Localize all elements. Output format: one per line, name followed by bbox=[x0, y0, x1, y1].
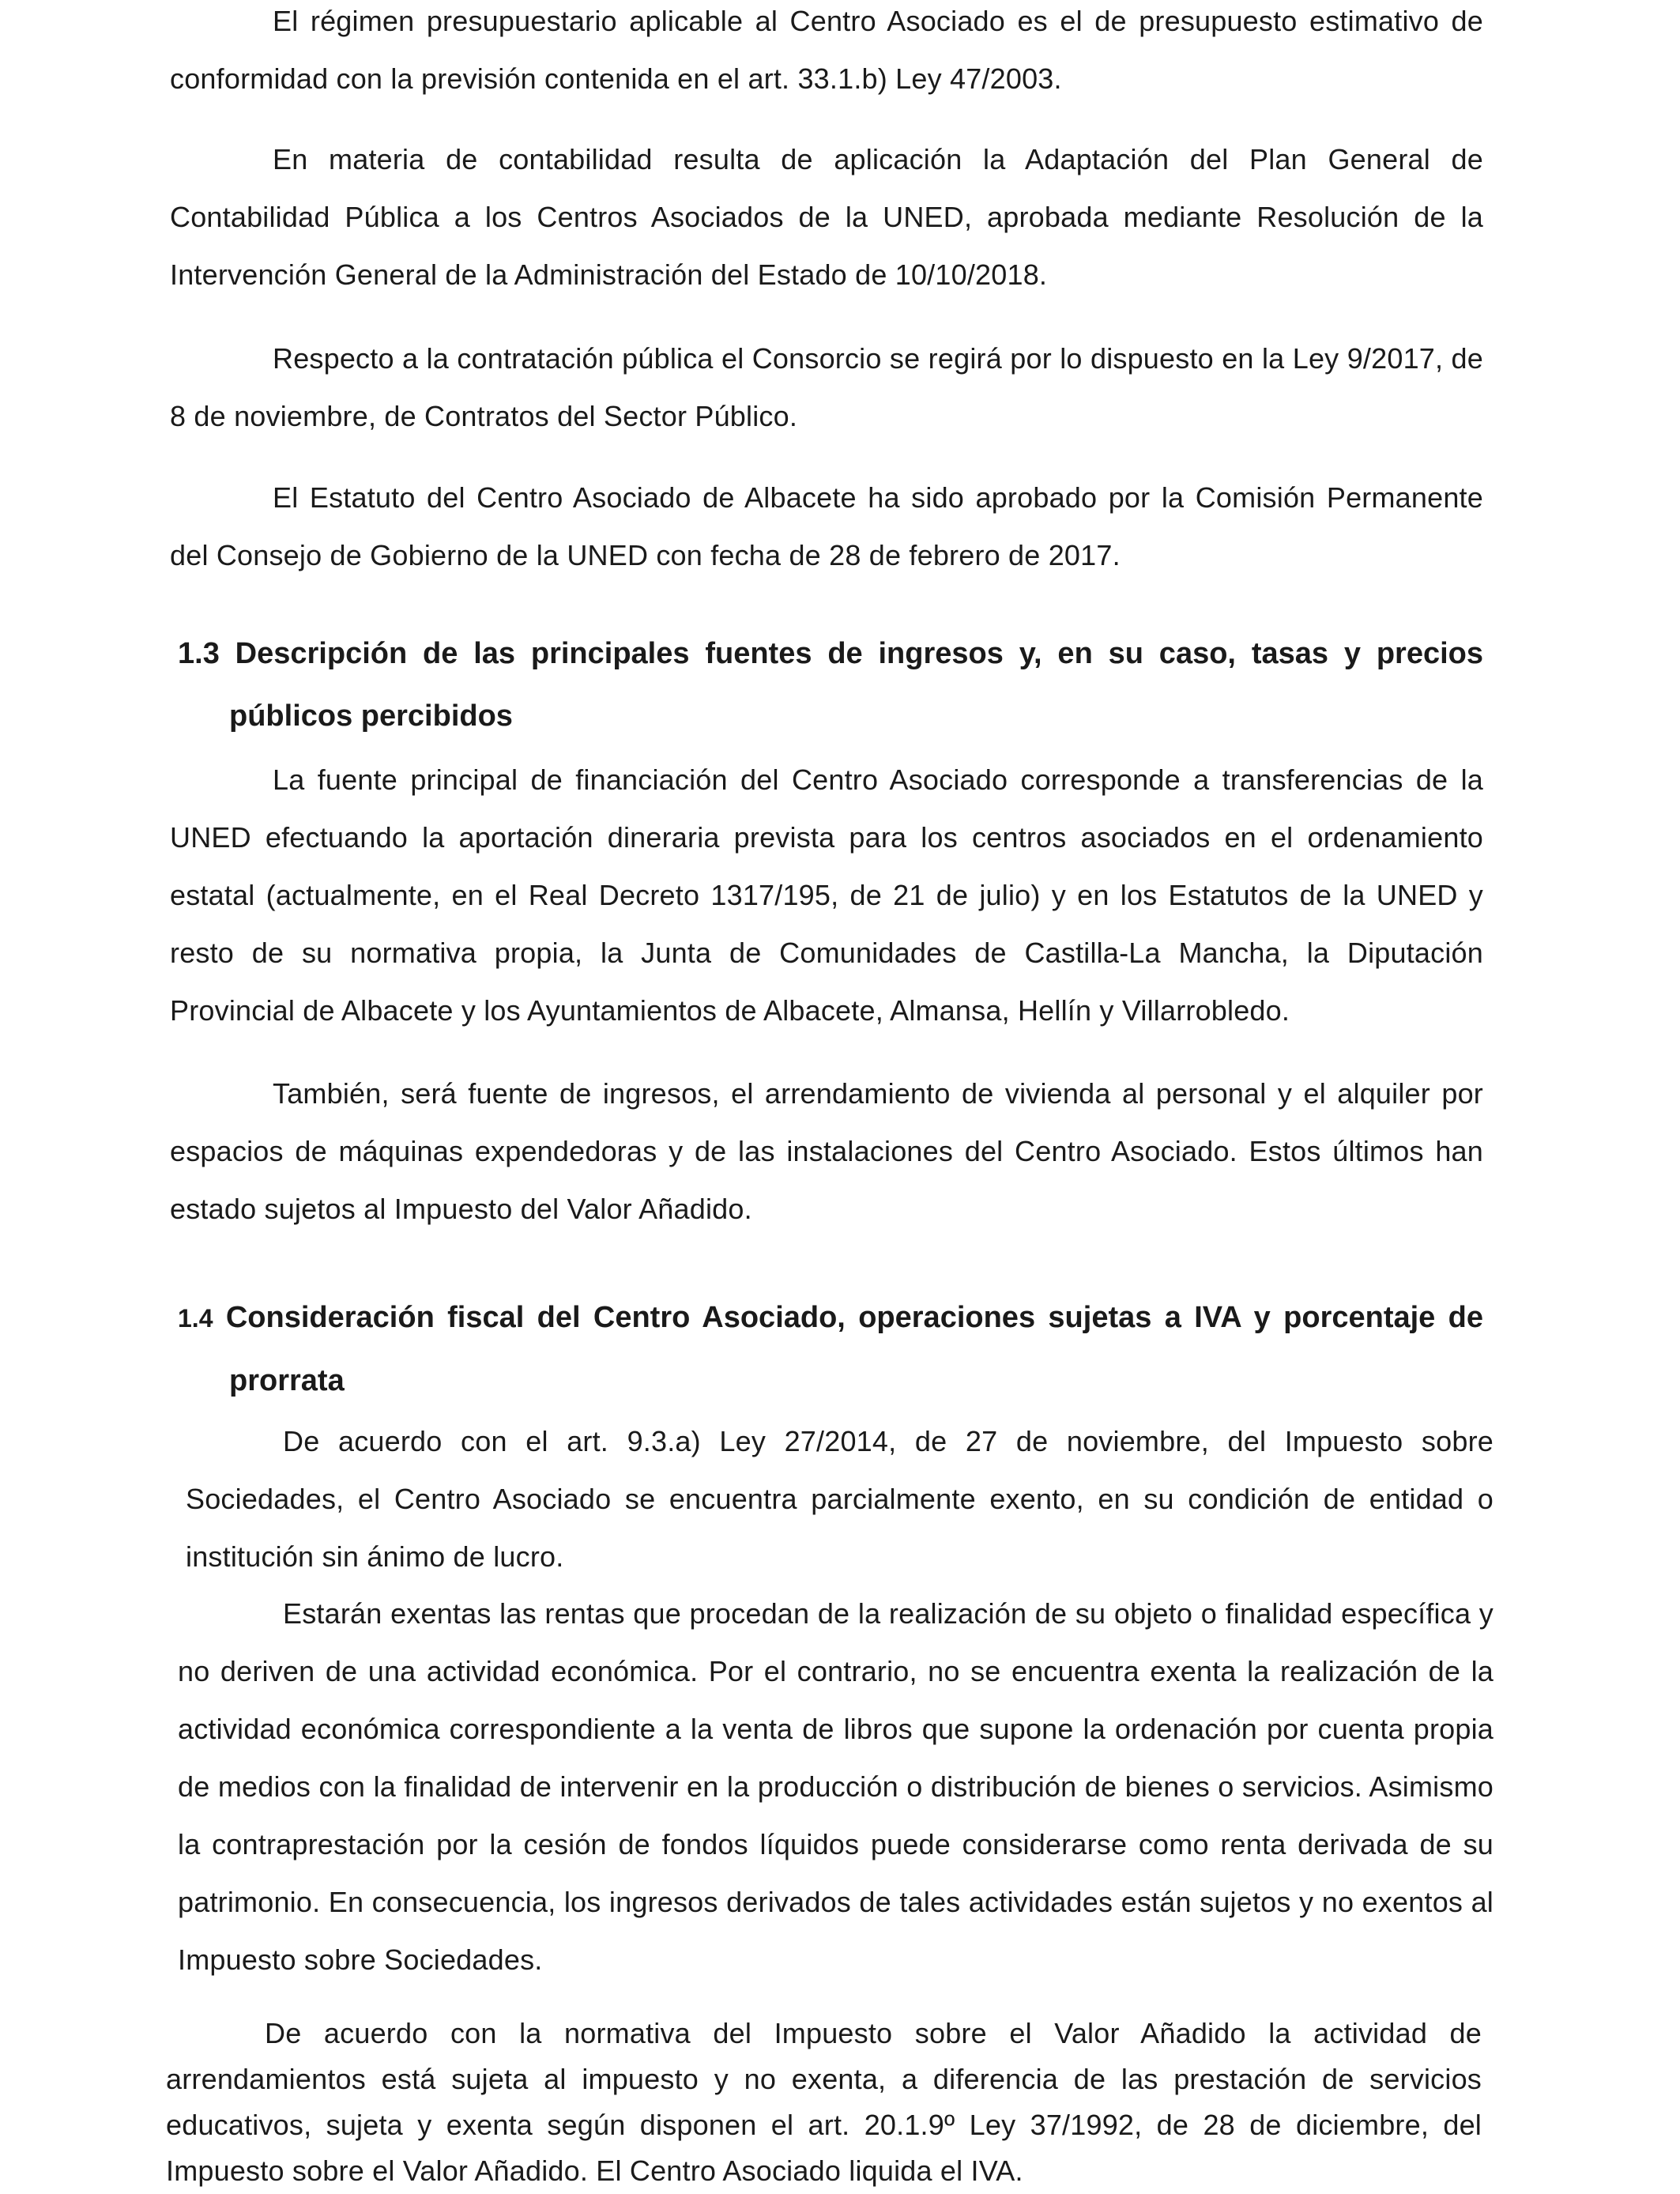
paragraph-text: Estarán exentas las rentas que procedan de la realización de su objeto o finalidad específica y no deriven de una actividad económica. Por el contrario, no se encuentra exenta la realización de la actividad económica correspondiente a la venta de libros que supone la ordenación por cuenta propia de medios con la finalidad de intervenir en la producción o distribución de bienes o servicios. Asimismo la contraprestación por la cesión de fondos líquidos puede considerarse como renta derivada de su patrimonio. En consecuencia, los ingresos derivados de tales actividades están sujetos y no exentos al Impuesto sobre Sociedades. bbox=[178, 1597, 1494, 1976]
paragraph-rentas-exentas bbox=[178, 1585, 1494, 1989]
paragraph-text: El Estatuto del Centro Asociado de Albacete ha sido aprobado por la Comisión Permanente del Consejo de Gobierno de la UNED con fecha de 28 de febrero de 2017. bbox=[170, 481, 1483, 571]
paragraph-text: De acuerdo con el art. 9.3.a) Ley 27/2014, de 27 de noviembre, del Impuesto sobre Sociedades, el Centro Asociado se encuentra parcialmente exento, en su condición de entidad o institución sin ánimo de lucro. bbox=[186, 1425, 1494, 1573]
section-heading-1-3 bbox=[178, 623, 1483, 748]
paragraph-iva bbox=[166, 2011, 1482, 2194]
paragraph-text: Respecto a la contratación pública el Consorcio se regirá por lo dispuesto en la Ley 9/2017, de 8 de noviembre, de Contratos del Sector Público. bbox=[170, 342, 1483, 432]
paragraph-estatuto bbox=[170, 469, 1483, 584]
section-title: Consideración fiscal del Centro Asociado, operaciones sujetas a IVA y porcentaje de prorrata bbox=[225, 1301, 1484, 1397]
paragraph-text: El régimen presupuestario aplicable al Centro Asociado es el de presupuesto estimativo de conformidad con la previsión contenida en el art. 33.1.b) Ley 47/2003. bbox=[170, 5, 1483, 95]
paragraph-otros-ingresos bbox=[170, 1065, 1483, 1238]
paragraph-fuente-financiacion bbox=[170, 751, 1483, 1039]
paragraph-text: También, será fuente de ingresos, el arrendamiento de vivienda al personal y el alquiler por espacios de máquinas expendedoras y de las instalaciones del Centro Asociado. Estos últimos han estado sujetos al Impuesto del Valor Añadido. bbox=[170, 1077, 1483, 1225]
section-number: 1.3 bbox=[178, 637, 220, 670]
section-title: Descripción de las principales fuentes de ingresos y, en su caso, tasas y precios públicos percibidos bbox=[229, 637, 1483, 733]
paragraph-text: La fuente principal de financiación del Centro Asociado corresponde a transferencias de la UNED efectuando la aportación dineraria prevista para los centros asociados en el ordenamiento estatal (actualmente, en el Real Decreto 1317/195, de 21 de julio) y en los Estatutos de la UNED y resto de su normativa propia, la Junta de Comunidades de Castilla-La Mancha, la Diputación Provincial de Albacete y los Ayuntamientos de Albacete, Almansa, Hellín y Villarrobledo. bbox=[170, 763, 1483, 1027]
section-number: 1.4 bbox=[178, 1304, 213, 1333]
paragraph-impuesto-sociedades bbox=[186, 1412, 1494, 1585]
paragraph-text: De acuerdo con la normativa del Impuesto sobre el Valor Añadido la actividad de arrendamientos está sujeta al impuesto y no exenta, a diferencia de las prestación de servicios educativos, sujeta y exenta según disponen el art. 20.1.9º Ley 37/1992, de 28 de diciembre, del Impuesto sobre el Valor Añadido. El Centro Asociado liquida el IVA. bbox=[166, 2017, 1482, 2187]
paragraph-text: En materia de contabilidad resulta de aplicación la Adaptación del Plan General de Contabilidad Pública a los Centros Asociados de la UNED, aprobada mediante Resolución de la Intervención General de la Administración del Estado de 10/10/2018. bbox=[170, 143, 1483, 291]
paragraph-regimen-presupuestario bbox=[170, 0, 1483, 107]
paragraph-contratacion bbox=[170, 330, 1483, 445]
section-heading-1-4 bbox=[178, 1287, 1483, 1412]
paragraph-contabilidad bbox=[170, 130, 1483, 303]
